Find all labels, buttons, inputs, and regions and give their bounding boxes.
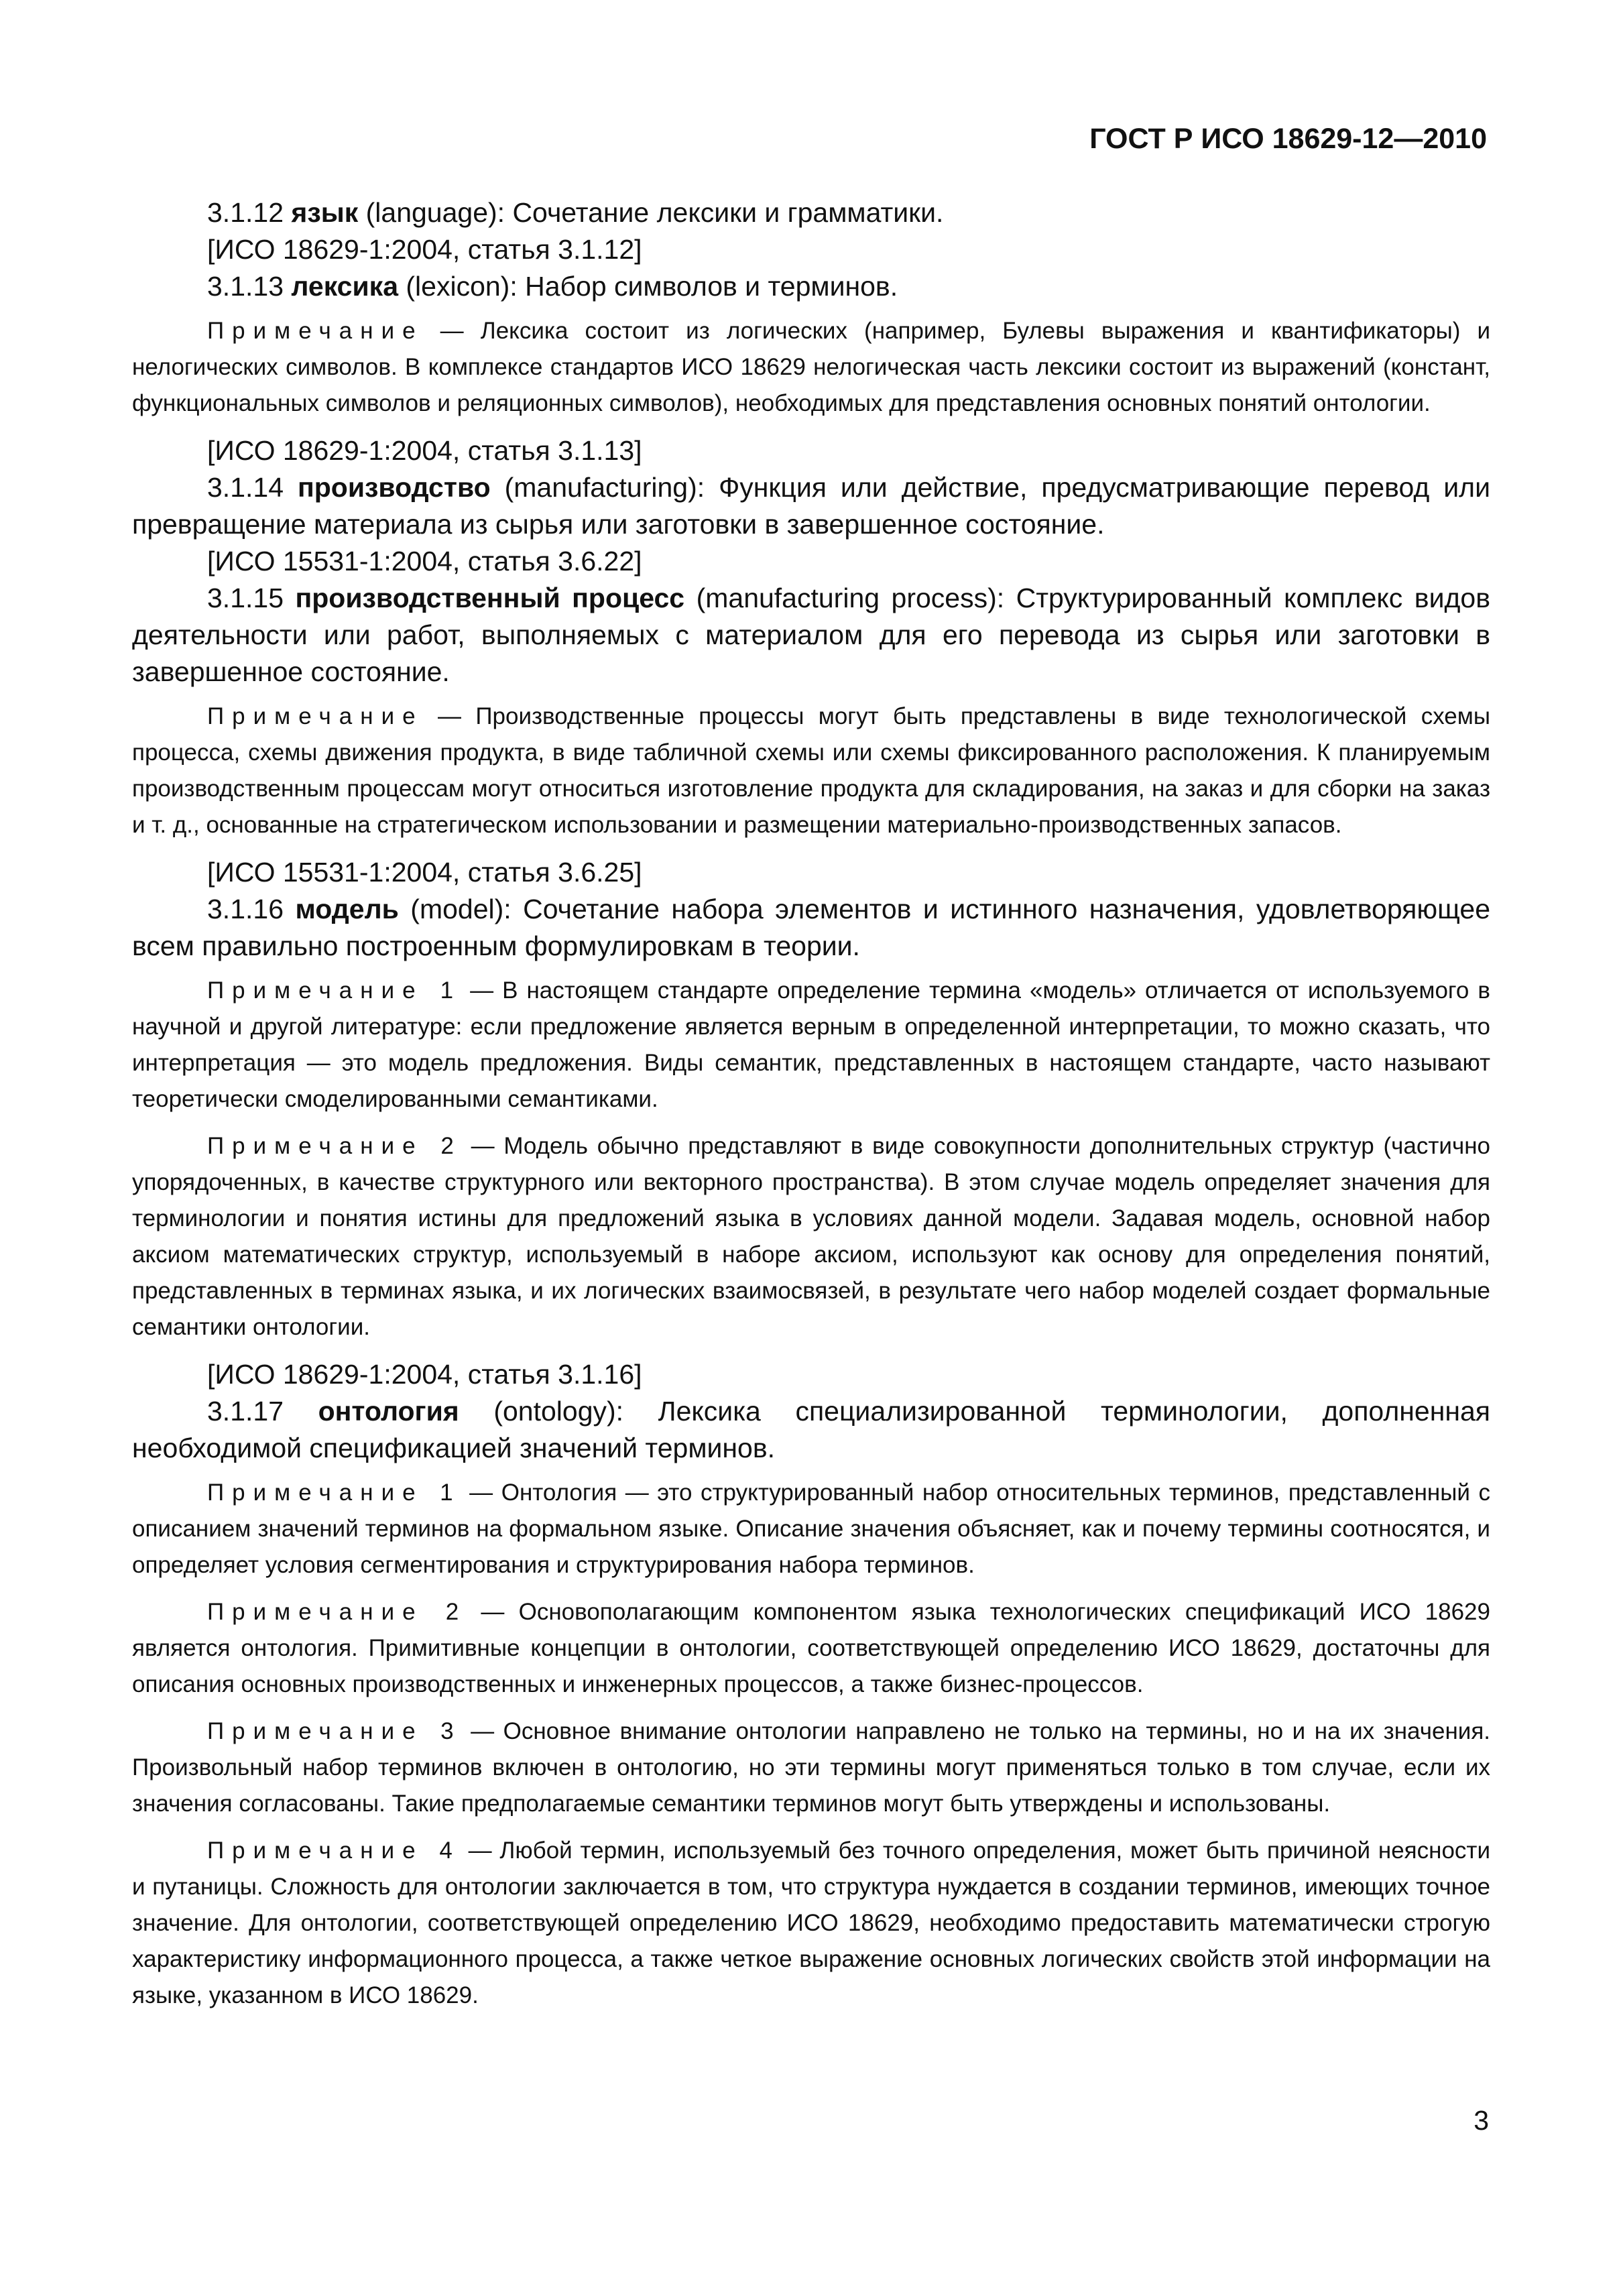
document-header: ГОСТ Р ИСО 18629-12—2010 [1089, 123, 1487, 155]
note-label: Примечание 2 [207, 1599, 467, 1625]
term-3-1-15: 3.1.15 производственный процесс (manufacturing process): Структурированный комплекс видов деятельности или работ, выполняемых с материалом для его перевода из сырья или заготовки в завершенное состояние. [132, 583, 1490, 687]
reference: [ИСО 18629-1:2004, статья 3.1.13] [207, 435, 642, 466]
note: Примечание 1 — Онтология — это структурированный набор относительных терминов, представленный с описанием значений терминов на формальном языке. Описание значения объясняет, как и почему термины соотносятся, и определяет условия сегментирования и структурирования набора терминов. [132, 1479, 1490, 1578]
term-3-1-16: 3.1.16 модель (model): Сочетание набора элементов и истинного назначения, удовлетворяющее всем правильно построенным формулировкам в теории. [132, 894, 1490, 961]
note: Примечание 4 — Любой термин, используемый без точного определения, может быть причиной неясности и путаницы. Сложность для онтологии заключается в том, что структура нуждается в создании терминов, имеющих точное значение. Для онтологии, соответствующей определению ИСО 18629, необходимо предоставить математически строгую характеристику информационного процесса, а также четкое выражение основных логических свойств этой информации на языке, указанном в ИСО 18629. [132, 1837, 1490, 2008]
note-label: Примечание 1 [207, 977, 462, 1004]
note: Примечание 2 — Основополагающим компонентом языка технологических спецификаций ИСО 18629 является онтология. Примитивные концепции в онтологии, соответствующей определению ИСО 18629, достаточны для описания основных производственных и инженерных процессов, а также бизнес-процессов. [132, 1599, 1490, 1697]
note-label: Примечание 3 [207, 1718, 462, 1744]
term-name: язык [291, 197, 359, 228]
note-label: Примечание 4 [207, 1837, 461, 1864]
note-label: Примечание [207, 703, 424, 729]
note-label: Примечание 2 [207, 1133, 462, 1159]
term-3-1-14: 3.1.14 производство (manufacturing): Функция или действие, предусматривающие перевод или превращение материала из сырья или заготовки в завершенное состояние. [132, 472, 1490, 540]
page-number: 3 [1474, 2105, 1489, 2136]
term-3-1-13: 3.1.13 лексика (lexicon): Набор символов и терминов. [207, 271, 898, 302]
term-name: производство [297, 472, 491, 503]
reference: [ИСО 18629-1:2004, статья 3.1.16] [207, 1359, 642, 1390]
note: Примечание 1 — В настоящем стандарте определение термина «модель» отличается от используемого в научной и другой литературе: если предложение является верным в определенной интерпретации, то можно сказать, что интерпретация — это модель предложения. Виды семантик, представленных в настоящем стандарте, часто называют теоретически смоделированными семантиками. [132, 977, 1490, 1112]
term-name: производственный процесс [295, 583, 685, 613]
reference: [ИСО 15531-1:2004, статья 3.6.22] [207, 546, 642, 577]
note: Примечание 2 — Модель обычно представляют в виде совокупности дополнительных структур (частично упорядоченных, в качестве структурного или векторного пространства). В этом случае модель определяет значения для терминологии и понятия истины для предложений языка в условиях данной модели. Задавая модель, основной набор аксиом математических структур, используемый в наборе аксиом, используют как основу для определения понятий, представленных в терминах языка, и их логических взаимосвязей, в результате чего набор моделей создает формальные семантики онтологии. [132, 1133, 1490, 1340]
note: Примечание 3 — Основное внимание онтологии направлено не только на термины, но и на их значения. Произвольный набор терминов включен в онтологию, но эти термины могут применяться только в том случае, если их значения согласованы. Такие предполагаемые семантики терминов могут быть утверждены и использованы. [132, 1718, 1490, 1817]
term-name: модель [295, 894, 399, 924]
reference: [ИСО 18629-1:2004, статья 3.1.12] [207, 234, 642, 265]
note: Примечание — Лексика состоит из логических (например, Булевы выражения и квантификаторы) и нелогических символов. В комплексе стандартов ИСО 18629 нелогическая часть лексики состоит из выражений (констант, функциональных символов и реляционных символов), необходимых для представления основных понятий онтологии. [132, 318, 1490, 416]
term-name: онтология [318, 1396, 459, 1427]
note-label: Примечание 1 [207, 1479, 461, 1506]
reference: [ИСО 15531-1:2004, статья 3.6.25] [207, 857, 642, 888]
document-body [132, 194, 1490, 2025]
term-3-1-17: 3.1.17 онтология (ontology): Лексика специализированной терминологии, дополненная необходимой спецификацией значений терминов. [132, 1396, 1490, 1463]
note: Примечание — Производственные процессы могут быть представлены в виде технологической схемы процесса, схемы движения продукта, в виде табличной схемы или схемы фиксированного расположения. К планируемым производственным процессам могут относиться изготовление продукта для складирования, на заказ и для сборки на заказ и т. д., основанные на стратегическом использовании и размещении материально-производственных запасов. [132, 703, 1490, 838]
term-name: лексика [291, 271, 399, 302]
note-label: Примечание [207, 318, 424, 344]
term-3-1-12: 3.1.12 язык (language): Сочетание лексики и грамматики. [207, 197, 944, 228]
